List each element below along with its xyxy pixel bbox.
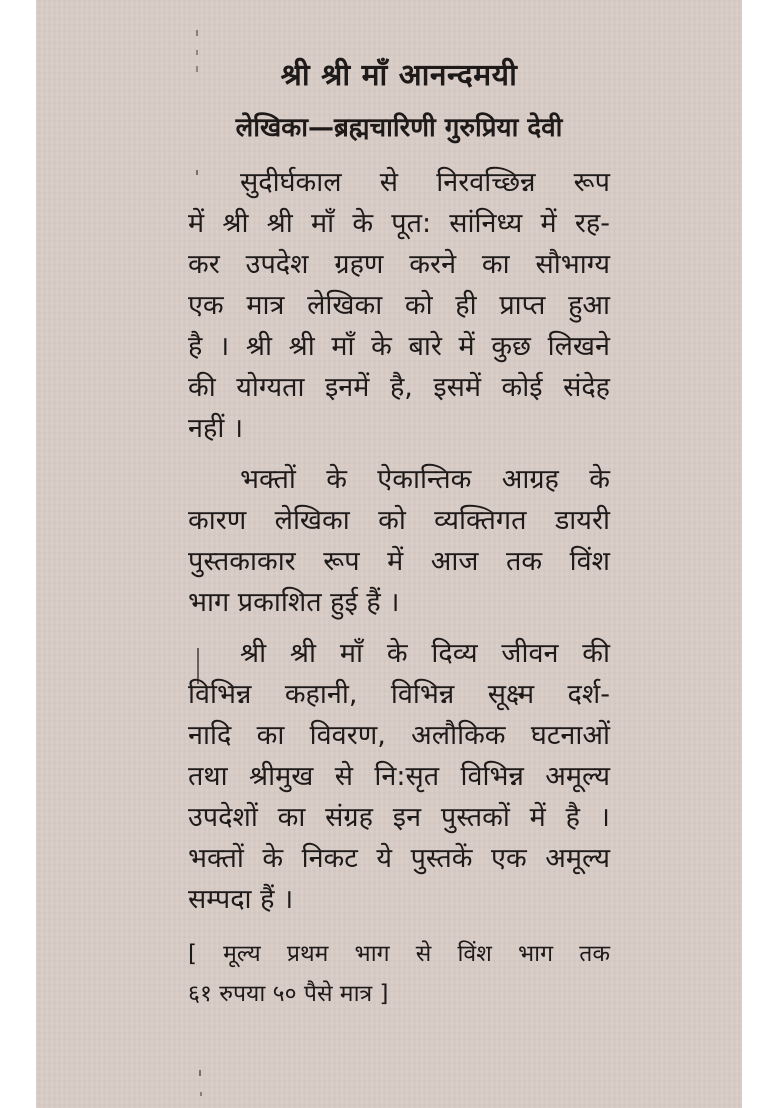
paragraph-2 xyxy=(188,459,610,623)
text-line: नादि का विवरण, अलौकिक घटनाओं xyxy=(188,720,610,751)
text-line: कर उपदेश ग्रहण करने का सौभाग्य xyxy=(188,249,610,280)
text-line: एक मात्र लेखिका को ही प्राप्त हुआ xyxy=(188,290,610,321)
price-note-line: [ मूल्य प्रथम भाग से विंश भाग तक xyxy=(188,941,610,967)
text-line: सुदीर्घकाल से निरवच्छिन्न रूप xyxy=(240,167,610,198)
margin-mark xyxy=(200,1092,202,1096)
text-line: विभिन्न कहानी, विभिन्न सूक्ष्म दर्श- xyxy=(188,679,610,710)
price-note-line: ६१ रुपया ५० पैसे मात्र ] xyxy=(188,981,389,1007)
page-title: श्री श्री माँ आनन्दमयी xyxy=(280,58,518,93)
text-line: भाग प्रकाशित हुई हैं । xyxy=(188,587,400,618)
text-line: की योग्यता इनमें है, इसमें कोई संदेह xyxy=(188,372,610,403)
author-line: लेखिका—ब्रह्मचारिणी गुरुप्रिया देवी xyxy=(235,113,563,143)
article-column xyxy=(188,52,610,1014)
text-line: श्री श्री माँ के दिव्य जीवन की xyxy=(240,638,610,669)
price-note xyxy=(188,934,610,1014)
margin-mark xyxy=(196,30,198,36)
text-line: है । श्री श्री माँ के बारे में कुछ लिखने xyxy=(188,331,610,362)
text-line: सम्पदा हैं । xyxy=(188,884,294,915)
margin-mark xyxy=(199,1070,201,1076)
text-line: कारण लेखिका को व्यक्तिगत डायरी xyxy=(188,505,610,536)
paragraph-1 xyxy=(188,162,610,449)
text-line: भक्तों के ऐकान्तिक आग्रह के xyxy=(240,464,610,495)
text-line: में श्री श्री माँ के पूत: सांनिध्य में रह- xyxy=(188,208,610,239)
text-line: पुस्तकाकार रूप में आज तक विंश xyxy=(188,546,610,577)
text-line: भक्तों के निकट ये पुस्तकें एक अमूल्य xyxy=(188,843,610,874)
text-line: नहीं । xyxy=(188,413,244,444)
paragraph-3 xyxy=(188,633,610,920)
text-line: उपदेशों का संग्रह इन पुस्तकों में है । xyxy=(188,802,610,833)
text-line: तथा श्रीमुख से नि:सृत विभिन्न अमूल्य xyxy=(188,761,610,792)
